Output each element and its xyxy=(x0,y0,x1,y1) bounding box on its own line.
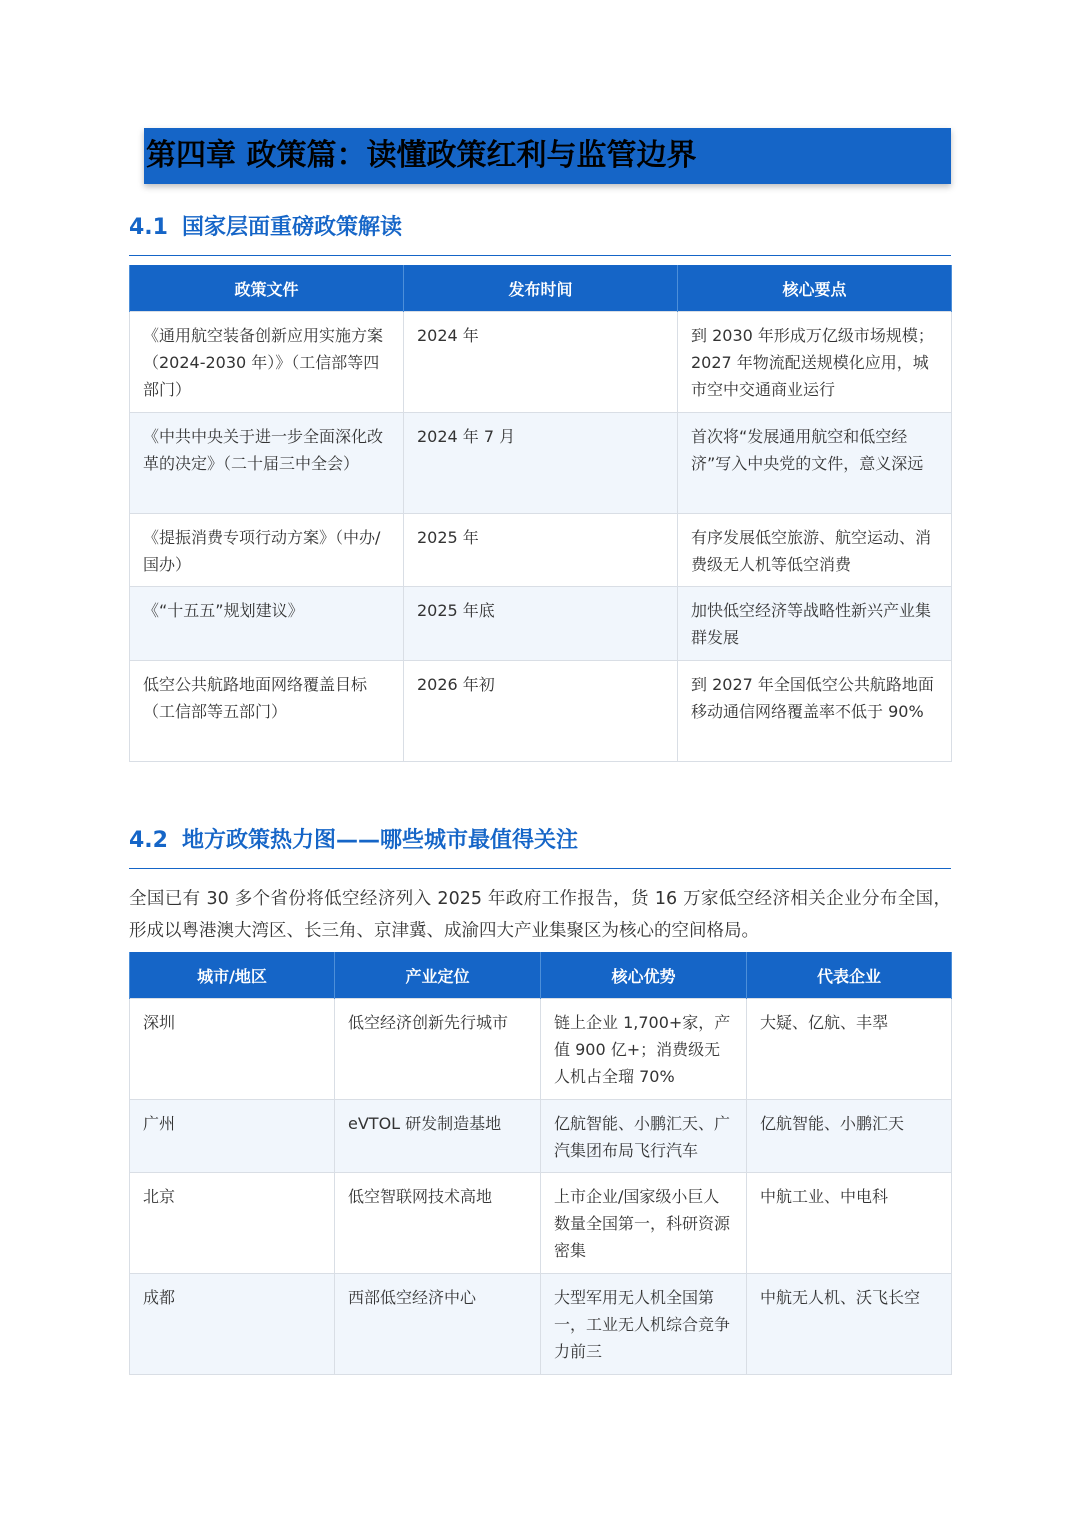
release-time-cell: 2025 年 xyxy=(404,514,678,587)
release-time-cell: 2024 年 xyxy=(404,312,678,413)
city-policy-table xyxy=(129,952,952,1375)
table-row xyxy=(130,999,952,1100)
policy-doc-cell: 《“十五五”规划建议》 xyxy=(130,587,404,661)
table-row xyxy=(130,312,952,413)
key-points-cell: 到 2027 年全国低空公共航路地面移动通信网络覆盖率不低于 90% xyxy=(678,661,952,762)
section-divider xyxy=(129,255,951,256)
key-points-cell: 加快低空经济等战略性新兴产业集群发展 xyxy=(678,587,952,661)
table-row xyxy=(130,1173,952,1274)
table-row xyxy=(130,1274,952,1375)
table-header-row xyxy=(130,952,952,999)
column-header-city: 城市/地区 xyxy=(130,952,335,999)
city-cell: 成都 xyxy=(130,1274,335,1375)
companies-cell: 亿航智能、小鹏汇天 xyxy=(747,1100,952,1173)
policy-doc-cell: 低空公共航路地面网络覆盖目标（工信部等五部门） xyxy=(130,661,404,762)
positioning-cell: eVTOL 研发制造基地 xyxy=(335,1100,541,1173)
column-header-key-points: 核心要点 xyxy=(678,265,952,312)
table-row xyxy=(130,1100,952,1173)
table-row xyxy=(130,661,952,762)
companies-cell: 中航无人机、沃飞长空 xyxy=(747,1274,952,1375)
city-cell: 广州 xyxy=(130,1100,335,1173)
city-cell: 北京 xyxy=(130,1173,335,1274)
advantage-cell: 大型军用无人机全国第一，工业无人机综合竞争力前三 xyxy=(541,1274,747,1375)
release-time-cell: 2024 年 7 月 xyxy=(404,413,678,514)
section-title-text: 国家层面重磅政策解读 xyxy=(181,215,402,240)
city-cell: 深圳 xyxy=(130,999,335,1100)
section-title-4-1 xyxy=(129,213,402,243)
policy-doc-cell: 《提振消费专项行动方案》（中办/国办） xyxy=(130,514,404,587)
national-policy-table xyxy=(129,265,952,762)
section-number: 4.2 xyxy=(129,828,168,853)
table-row xyxy=(130,587,952,661)
advantage-cell: 亿航智能、小鹏汇天、广汽集团布局飞行汽车 xyxy=(541,1100,747,1173)
release-time-cell: 2025 年底 xyxy=(404,587,678,661)
section-title-4-2 xyxy=(129,826,578,856)
key-points-cell: 有序发展低空旅游、航空运动、消费级无人机等低空消费 xyxy=(678,514,952,587)
column-header-positioning: 产业定位 xyxy=(335,952,541,999)
key-points-cell: 到 2030 年形成万亿级市场规模；2027 年物流配送规模化应用，城市空中交通商业运行 xyxy=(678,312,952,413)
column-header-release-time: 发布时间 xyxy=(404,265,678,312)
companies-cell: 大疑、亿航、丰翆 xyxy=(747,999,952,1100)
column-header-policy-doc: 政策文件 xyxy=(130,265,404,312)
positioning-cell: 低空经济创新先行城市 xyxy=(335,999,541,1100)
positioning-cell: 低空智联网技术高地 xyxy=(335,1173,541,1274)
section-divider xyxy=(129,868,951,869)
column-header-companies: 代表企业 xyxy=(747,952,952,999)
column-header-advantage: 核心优势 xyxy=(541,952,747,999)
companies-cell: 中航工业、中电科 xyxy=(747,1173,952,1274)
release-time-cell: 2026 年初 xyxy=(404,661,678,762)
policy-doc-cell: 《通用航空装备创新应用实施方案（2024-2030 年）》（工信部等四部门） xyxy=(130,312,404,413)
table-row xyxy=(130,413,952,514)
chapter-title: 第四章 政策篇：读懂政策红利与监管边界 xyxy=(144,128,951,184)
positioning-cell: 西部低空经济中心 xyxy=(335,1274,541,1375)
table-header-row xyxy=(130,265,952,312)
key-points-cell: 首次将“发展通用航空和低空经济”写入中央党的文件，意义深远 xyxy=(678,413,952,514)
section-title-text: 地方政策热力图——哪些城市最值得关注 xyxy=(181,828,578,853)
policy-doc-cell: 《中共中央关于进一步全面深化改革的决定》（二十届三中全会） xyxy=(130,413,404,514)
section-intro-paragraph: 全国已有 30 多个省份将低空经济列入 2025 年政府工作报告，货 16 万家低空经济相关企业分布全国，形成以粤港澳大湾区、长三角、京津冀、成渝四大产业集聚区为核心的空间格局。 xyxy=(129,889,951,941)
table-row xyxy=(130,514,952,587)
advantage-cell: 链上企业 1,700+家，产值 900 亿+；消费级无人机占全瑠 70% xyxy=(541,999,747,1100)
section-number: 4.1 xyxy=(129,215,168,240)
advantage-cell: 上市企业/国家级小巨人数量全国第一，科研资源密集 xyxy=(541,1173,747,1274)
